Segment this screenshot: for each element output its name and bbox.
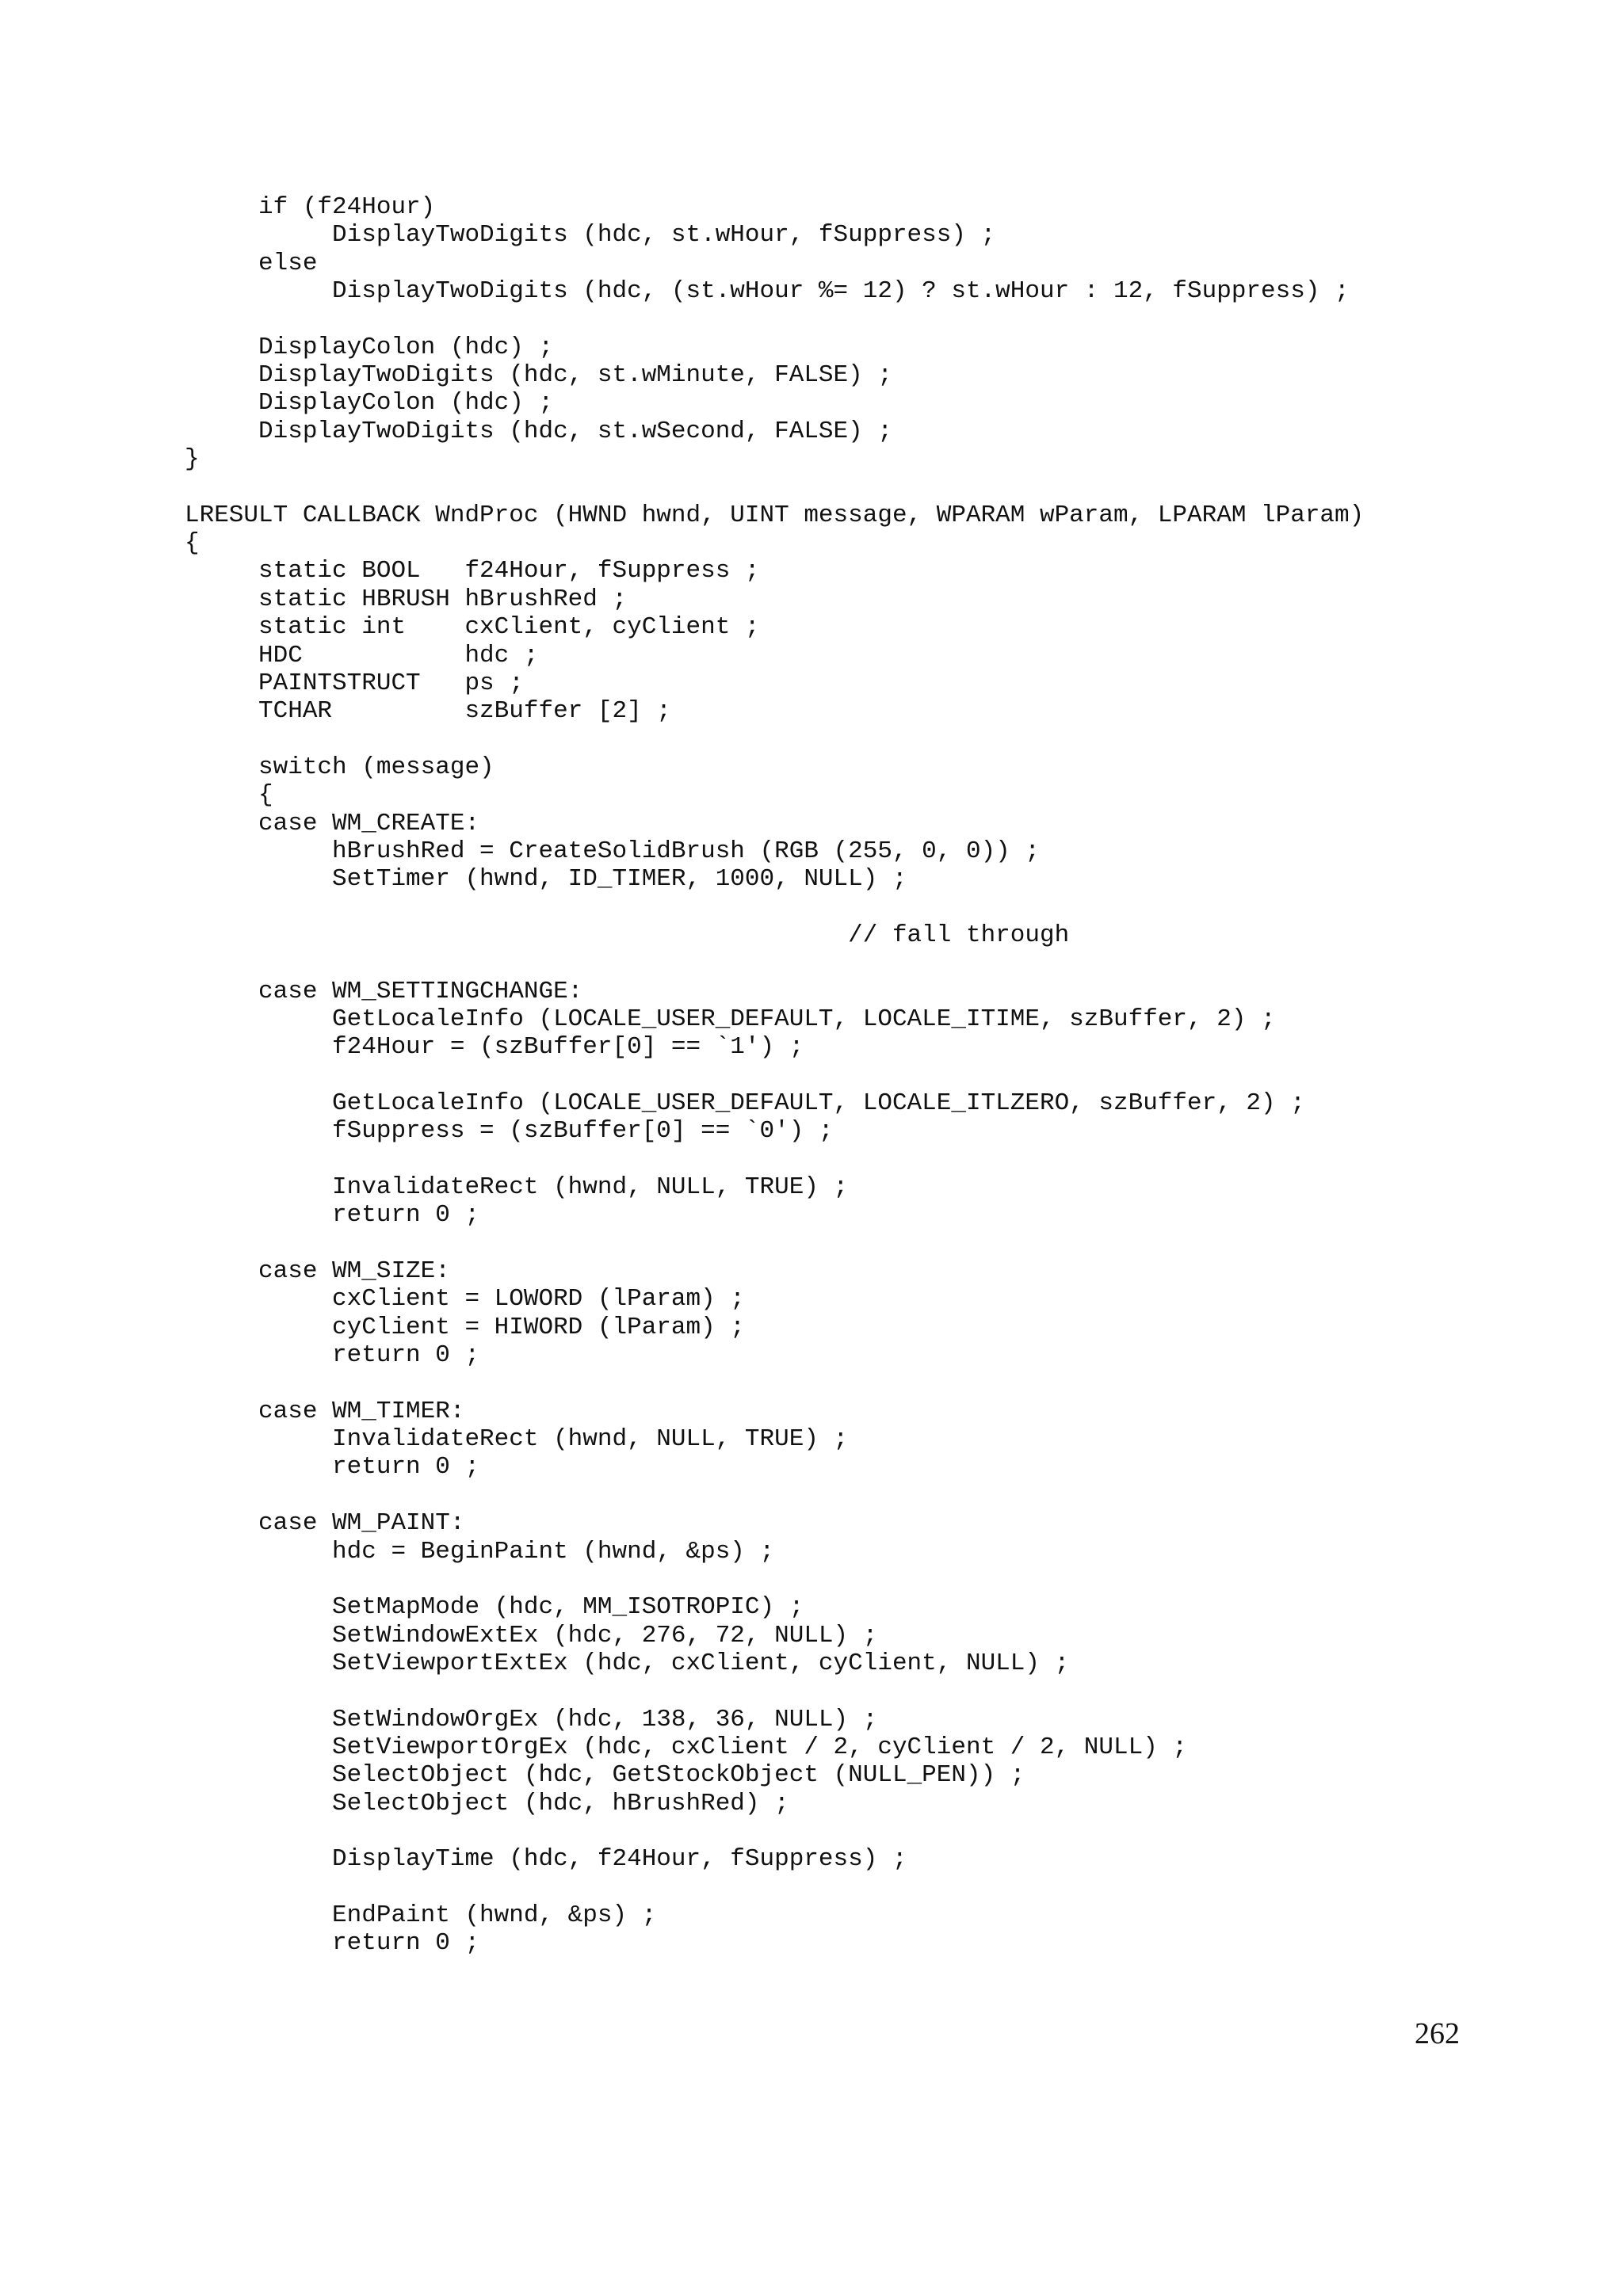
code-line: // fall through xyxy=(185,921,1070,949)
code-line xyxy=(185,1062,1364,1089)
code-line: DisplayTwoDigits (hdc, st.wSecond, FALSE) ; xyxy=(185,417,892,445)
code-line: case WM_SIZE: xyxy=(185,1257,450,1286)
code-line: hdc = BeginPaint (hwnd, &ps) ; xyxy=(185,1537,775,1566)
code-line: { xyxy=(185,529,200,558)
code-line: GetLocaleInfo (LOCALE_USER_DEFAULT, LOCALE_ITLZERO, szBuffer, 2) ; xyxy=(185,1089,1305,1117)
code-line: DisplayColon (hdc) ; xyxy=(185,389,554,418)
code-line: SelectObject (hdc, GetStockObject (NULL_PEN)) ; xyxy=(185,1761,1025,1790)
code-line xyxy=(185,1482,1364,1509)
code-line: return 0 ; xyxy=(185,1341,480,1370)
code-line xyxy=(185,473,1364,501)
code-line: cyClient = HIWORD (lParam) ; xyxy=(185,1313,745,1341)
code-line xyxy=(185,1369,1364,1397)
code-line: GetLocaleInfo (LOCALE_USER_DEFAULT, LOCALE_ITIME, szBuffer, 2) ; xyxy=(185,1005,1276,1033)
code-line: DisplayTwoDigits (hdc, st.wMinute, FALSE) ; xyxy=(185,361,892,390)
code-line: PAINTSTRUCT ps ; xyxy=(185,669,524,697)
code-line: fSuppress = (szBuffer[0] == `0') ; xyxy=(185,1117,834,1146)
code-line: TCHAR szBuffer [2] ; xyxy=(185,697,671,726)
code-line: DisplayTime (hdc, f24Hour, fSuppress) ; xyxy=(185,1845,907,1874)
code-line: static int cxClient, cyClient ; xyxy=(185,613,760,642)
code-line xyxy=(185,1677,1364,1705)
code-line xyxy=(185,1230,1364,1257)
code-line: SetMapMode (hdc, MM_ISOTROPIC) ; xyxy=(185,1593,804,1622)
code-line xyxy=(185,1146,1364,1173)
code-line: return 0 ; xyxy=(185,1453,480,1482)
code-line: switch (message) xyxy=(185,753,495,781)
code-line: SetWindowOrgEx (hdc, 138, 36, NULL) ; xyxy=(185,1705,878,1733)
code-line: if (f24Hour) xyxy=(185,193,436,221)
code-line: static HBRUSH hBrushRed ; xyxy=(185,585,628,613)
code-line: cxClient = LOWORD (lParam) ; xyxy=(185,1285,745,1314)
code-line: else xyxy=(185,249,318,277)
code-line: SelectObject (hdc, hBrushRed) ; xyxy=(185,1789,789,1817)
page-number: 262 xyxy=(1415,2017,1460,2050)
code-line xyxy=(185,305,1364,333)
code-line: case WM_CREATE: xyxy=(185,809,480,837)
code-line: SetViewportExtEx (hdc, cxClient, cyClient, NULL) ; xyxy=(185,1649,1070,1677)
code-line: EndPaint (hwnd, &ps) ; xyxy=(185,1901,657,1929)
code-line: InvalidateRect (hwnd, NULL, TRUE) ; xyxy=(185,1425,849,1454)
code-line xyxy=(185,1566,1364,1593)
code-line: case WM_SETTINGCHANGE: xyxy=(185,977,583,1005)
code-line: case WM_TIMER: xyxy=(185,1397,465,1425)
code-listing xyxy=(185,193,1364,1958)
code-line: LRESULT CALLBACK WndProc (HWND hwnd, UINT message, WPARAM wParam, LPARAM lParam) xyxy=(185,501,1365,529)
code-line: return 0 ; xyxy=(185,1201,480,1230)
code-line: DisplayColon (hdc) ; xyxy=(185,333,554,361)
code-line: InvalidateRect (hwnd, NULL, TRUE) ; xyxy=(185,1173,849,1202)
code-line: HDC hdc ; xyxy=(185,641,539,669)
code-line xyxy=(185,949,1364,977)
code-line: DisplayTwoDigits (hdc, st.wHour, fSuppress) ; xyxy=(185,221,996,250)
code-line: return 0 ; xyxy=(185,1929,480,1958)
code-line: case WM_PAINT: xyxy=(185,1509,465,1538)
code-line xyxy=(185,1874,1364,1901)
code-line: DisplayTwoDigits (hdc, (st.wHour %= 12) ? st.wHour : 12, fSuppress) ; xyxy=(185,277,1350,306)
code-line: SetViewportOrgEx (hdc, cxClient / 2, cyClient / 2, NULL) ; xyxy=(185,1733,1188,1761)
code-line: SetTimer (hwnd, ID_TIMER, 1000, NULL) ; xyxy=(185,865,907,894)
code-line xyxy=(185,726,1364,753)
code-line: } xyxy=(185,445,200,474)
code-line: f24Hour = (szBuffer[0] == `1') ; xyxy=(185,1033,804,1062)
code-line xyxy=(185,1817,1364,1845)
code-line: { xyxy=(185,781,273,810)
code-line xyxy=(185,894,1364,921)
code-line: static BOOL f24Hour, fSuppress ; xyxy=(185,557,760,585)
code-line: SetWindowExtEx (hdc, 276, 72, NULL) ; xyxy=(185,1621,878,1650)
code-line: hBrushRed = CreateSolidBrush (RGB (255, 0, 0)) ; xyxy=(185,837,1040,865)
